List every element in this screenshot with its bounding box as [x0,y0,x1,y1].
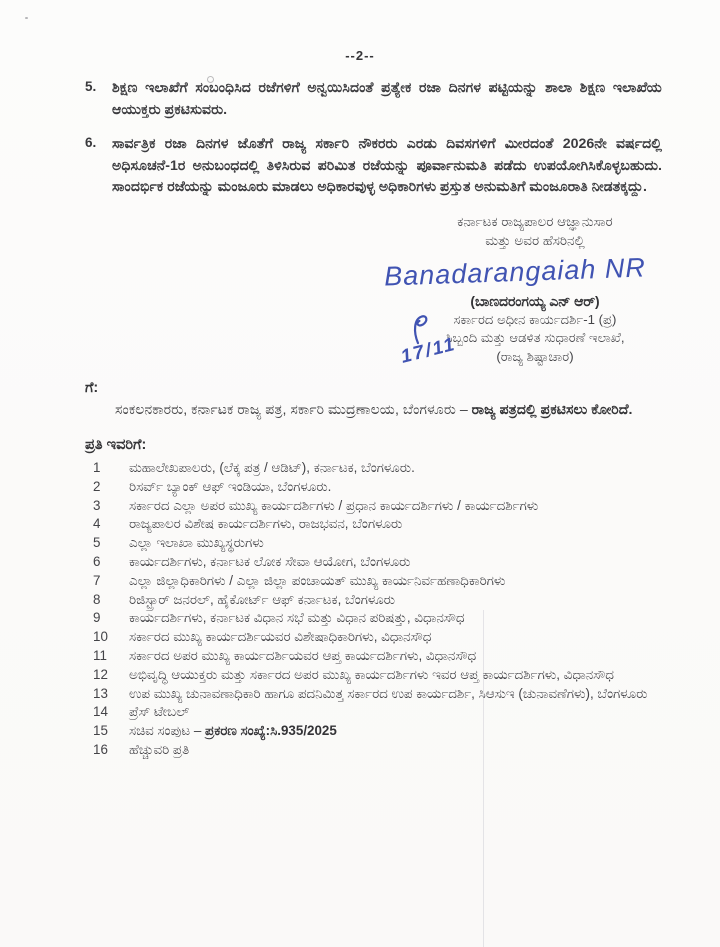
copy-list-item [85,703,690,722]
paragraph-text: ಶಿಕ್ಷಣ ಇಲಾಖೆಗೆ ಸಂಬಂಧಿಸಿದ ರಜೆಗಳಿಗೆ ಅನ್ವಯಿಸಿದಂತೆ ಪ್ರತ್ಯೇಕ ರಜಾ ದಿನಗಳ ಪಟ್ಟಿಯನ್ನು ಶಾಲಾ ಶಿಕ್ಷಣ ಇಲಾಖೆಯ ಆಯುಕ್ತರು ಪ್ರಕಟಿಸುವರು. [112,80,662,118]
item-number: 7 [93,572,101,588]
item-text: ಸರ್ಕಾರದ ಎಲ್ಲಾ ಅಪರ ಮುಖ್ಯ ಕಾರ್ಯದರ್ಶಿಗಳು / ಪ್ರಧಾನ ಕಾರ್ಯದರ್ಶಿಗಳು / ಕಾರ್ಯದರ್ಶಿಗಳು [129,497,539,513]
to-paragraph [85,399,665,421]
copy-list-item [85,515,690,534]
copy-list-item [85,666,690,685]
item-text: ಕಾರ್ಯದರ್ಶಿಗಳು, ಕರ್ನಾಟಕ ವಿಧಾನ ಸಭೆ ಮತ್ತು ವಿಧಾನ ಪರಿಷತ್ತು, ವಿಧಾನಸೌಧ [129,610,465,626]
item-text: ಅಭಿವೃದ್ಧಿ ಆಯುಕ್ತರು ಮತ್ತು ಸರ್ಕಾರದ ಅಪರ ಮುಖ್ಯ ಕಾರ್ಯದರ್ಶಿಗಳು ಇವರ ಆಪ್ತ ಕಾರ್ಯದರ್ಶಿಗಳು, ವಿಧಾನಸೌಧ [129,666,614,682]
copy-list-item [85,534,690,553]
item-text: ರಿಸರ್ವ್ ಬ್ಯಾಂಕ್ ಆಫ್ ಇಂಡಿಯಾ, ಬೆಂಗಳೂರು. [129,478,332,494]
item-text: ಕಾರ್ಯದರ್ಶಿಗಳು, ಕರ್ನಾಟಕ ಲೋಕ ಸೇವಾ ಆಯೋಗ, ಬೆಂಗಳೂರು [129,553,411,569]
to-section [85,380,665,421]
by-order-line: ಕರ್ನಾಟಕ ರಾಜ್ಯಪಾಲರ ಆಜ್ಞಾನುಸಾರ [457,213,613,229]
item-text: ಪ್ರೆಸ್ ಟೇಬಲ್ [129,704,190,720]
item-text: ರಾಜ್ಯಪಾಲರ ವಿಶೇಷ ಕಾರ್ಯದರ್ಶಿಗಳು, ರಾಜಭವನ, ಬೆಂಗಳೂರು [129,516,403,532]
item-number: 10 [93,629,108,645]
item-number: 11 [93,647,107,663]
item-text: ಹೆಚ್ಚುವರಿ ಪ್ರತಿ [129,741,190,757]
copy-list-item [85,497,690,516]
to-label: ಗೆ: [85,380,99,396]
item-text: ಸರ್ಕಾರದ ಮುಖ್ಯ ಕಾರ್ಯದರ್ಶಿಯವರ ವಿಶೇಷಾಧಿಕಾರಿಗಳು, ವಿಧಾನಸೌಧ [129,629,432,645]
copy-list-item [85,609,690,628]
signatory-section: (ರಾಜ್ಯ ಶಿಷ್ಟಾಚಾರ) [496,348,574,364]
item-number: 16 [93,741,108,757]
copies-section [85,437,690,760]
scan-line-artifact [483,610,484,947]
copy-list-item [85,553,690,572]
item-text: ಉಪ ಮುಖ್ಯ ಚುನಾವಣಾಧಿಕಾರಿ ಹಾಗೂ ಪದನಿಮಿತ್ತ ಸರ್ಕಾರದ ಉಪ ಕಾರ್ಯದರ್ಶಿ, ಸಿಆಸುಇ (ಚುನಾವಣೆಗಳು), ಬೆಂಗಳೂರು [129,685,648,701]
item-text: ಎಲ್ಲಾ ಇಲಾಖಾ ಮುಖ್ಯಸ್ಥರುಗಳು [129,535,264,551]
item-number: 1 [93,460,101,475]
signatory-name: (ಬಾಣದರಂಗಯ್ಯ ಎನ್ ಆರ್) [470,293,600,309]
paragraph-item-6 [85,134,662,199]
item-number: 2 [93,478,101,494]
paragraph-number: 5. [85,79,97,94]
item-text [129,722,690,741]
in-their-name-line: ಮತ್ತು ಅವರ ಹೆಸರಿನಲ್ಲಿ [485,232,585,248]
item-text: ಸರ್ಕಾರದ ಅಪರ ಮುಖ್ಯ ಕಾರ್ಯದರ್ಶಿಯವರ ಆಪ್ತ ಕಾರ್ಯದರ್ಶಿಗಳು, ವಿಧಾನಸೌಧ [129,647,477,663]
item-number: 9 [93,610,101,626]
copy-list-item [85,722,690,741]
handwritten-date-text: 17/11 [398,333,459,368]
scan-dot-artifact [207,76,214,83]
page-number: --2-- [345,48,375,63]
paragraph-item-5 [85,78,662,121]
scan-speck-artifact [25,17,28,19]
to-text: ಸಂಕಲನಕಾರರು, ಕರ್ನಾಟಕ ರಾಜ್ಯ ಪತ್ರ, ಸರ್ಕಾರಿ ಮುದ್ರಣಾಲಯ, ಬೆಂಗಳೂರು – [115,402,472,418]
to-text-bold: ರಾಜ್ಯ ಪತ್ರದಲ್ಲಿ ಪ್ರಕಟಿಸಲು ಕೋರಿದೆ. [471,402,633,418]
copy-list-item [85,628,690,647]
copy-list-item [85,591,690,610]
item-number: 4 [93,516,101,532]
copy-list-item [85,647,690,666]
item-number: 13 [93,685,108,701]
copy-list-item [85,572,690,591]
item-number: 5 [93,535,101,551]
item-number: 3 [93,497,101,513]
signatory-designation: ಸರ್ಕಾರದ ಅಧೀನ ಕಾರ್ಯದರ್ಶಿ-1 (ಪ್ರ) [453,311,617,327]
case-number: ಪ್ರಕರಣ ಸಂಖ್ಯೆ:ಸಿ.935/2025 [205,723,337,739]
item-number: 14 [93,704,108,720]
body-paragraphs [85,78,662,199]
paragraph-number: 6. [85,135,97,150]
paragraph-text: ಸಾರ್ವತ್ರಿಕ ರಜಾ ದಿನಗಳ ಜೊತೆಗೆ ರಾಜ್ಯ ಸರ್ಕಾರಿ ನೌಕರರು ಎರಡು ದಿವಸಗಳಿಗೆ ಮೀರದಂತೆ 2026ನೇ ವರ್ಷದಲ್ಲಿ ಅಧಿಸೂಚನೆ-1ರ ಅನುಬಂಧದಲ್ಲಿ ತಿಳಿಸಿರುವ ಪರಿಮಿತ ರಜೆಯನ್ನು ಪೂರ್ವಾನುಮತಿ ಪಡೆದು ಉಪಯೋಗಿಸಿಕೊಳ್ಳಬಹುದು. ಸಾಂದರ್ಭಿಕ ರಜೆಯನ್ನು ಮಂಜೂರು ಮಾಡಲು ಅಧಿಕಾರವುಳ್ಳ ಅಧಿಕಾರಿಗಳು ಪ್ರಸ್ತುತ ಅನುಮತಿಗೆ ಮಂಜೂರಾತಿ ನೀಡತಕ್ಕದ್ದು. [112,136,663,195]
item-text: ಮಹಾಲೇಖಪಾಲರು, (ಲೆಕ್ಕ ಪತ್ರ / ಆಡಿಟ್), ಕರ್ನಾಟಕ, ಬೆಂಗಳೂರು. [129,460,415,475]
item-text: ರಿಜಿಸ್ಟ್ರಾರ್ ಜನರಲ್, ಹೈಕೋರ್ಟ್ ಆಫ್ ಕರ್ನಾಟಕ, ಬೆಂಗಳೂರು [129,591,396,607]
signatory-department: ಸಿಬ್ಬಂದಿ ಮತ್ತು ಆಡಳಿತ ಸುಧಾರಣೆ ಇಲಾಖೆ, [445,330,625,345]
copy-list-item [85,478,690,497]
handwritten-date-mark [396,310,470,377]
item-number: 6 [93,553,101,569]
item-text: ಎಲ್ಲಾ ಜಿಲ್ಲಾಧಿಕಾರಿಗಳು / ಎಲ್ಲಾ ಜಿಲ್ಲಾ ಪಂಚಾಯತ್ ಮುಖ್ಯ ಕಾರ್ಯನಿರ್ವಹಣಾಧಿಕಾರಿಗಳು [129,572,506,588]
handwritten-signature: Banadarangaiah NR [383,251,647,292]
item-number: 12 [93,666,108,682]
item-text-prefix: ಸಚಿವ ಸಂಪುಟ – [129,723,206,739]
copy-list-item [85,741,690,760]
copy-list-item [85,459,690,478]
item-number: 8 [93,591,101,607]
item-number: 15 [93,723,108,739]
copies-heading: ಪ್ರತಿ ಇವರಿಗೆ: [85,437,147,453]
copy-list-item [85,685,690,704]
